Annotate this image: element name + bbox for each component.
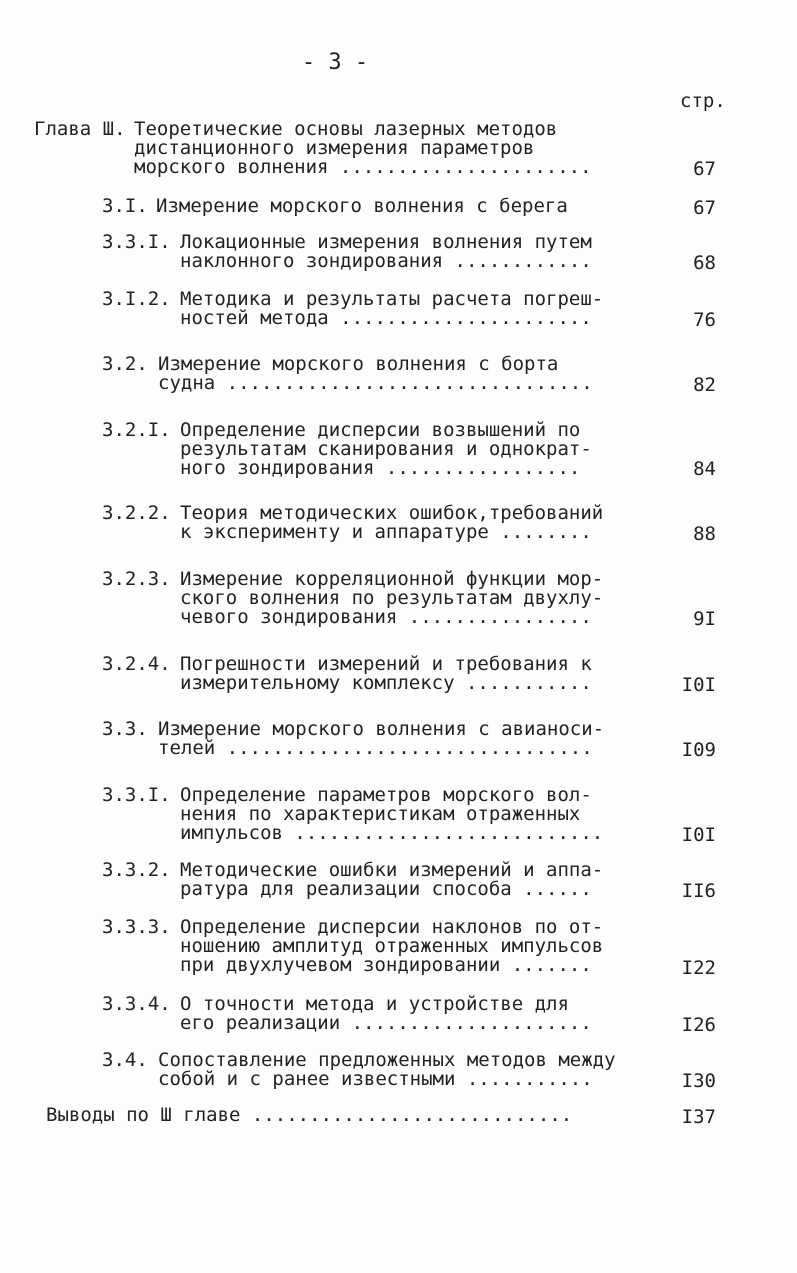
entry-page: 76 [693,309,716,331]
entry-number: 3.3.2. [102,859,171,881]
entry-page: I30 [681,1070,716,1092]
chapter-page: 67 [693,158,716,180]
entry-line: при двухлучевом зондировании ....... [180,954,592,976]
toc-conclusion [46,1104,573,1163]
entry-line: Определение дисперсии возвышений по [180,419,581,441]
entry-line: импульсов ........................... [180,822,604,844]
entry-number: 3.3.I. [102,784,171,806]
conclusion-label: Выводы по Ш главе ............................ [46,1104,573,1126]
entry-page: 82 [693,374,716,396]
entry-number: 3.3.I. [102,231,171,253]
entry-line: Измерение корреляционной функции мор- [180,568,604,590]
entry-line: Измерение морского волнения с борта [158,353,559,375]
entry-number: 3.2.I. [102,419,171,441]
entry-line: ностей метода ...................... [180,307,592,329]
entry-page: II6 [681,880,716,902]
entry-line: Определение дисперсии наклонов по от- [180,916,604,938]
entry-line: к эксперименту и аппаратуре ........ [180,521,592,543]
entry-number: 3.2. [102,353,148,375]
entry-line: Методика и результаты расчета погреш- [180,288,604,310]
page-number: - 3 - [301,50,369,75]
chapter-prefix: Глава Ш. [34,118,126,140]
entry-page: I22 [681,957,716,979]
entry-number: 3.3. [102,718,148,740]
chapter-line: морского волнения ...................... [134,156,592,178]
entry-page: 9I [693,608,716,630]
entry-page: I09 [681,739,716,761]
chapter-line: дистанционного измерения параметров [134,137,535,159]
entry-number: 3.I.2. [102,288,171,310]
entry-line: ратура для реализации способа ...... [180,878,592,900]
entry-number: 3.3.3. [102,916,171,938]
entry-page: 84 [693,458,716,480]
entry-line: Измерение морского волнения с авианоси- [158,718,605,740]
entry-page: I26 [681,1014,716,1036]
chapter-line: Теоретические основы лазерных методов [134,118,558,140]
entry-line: Теория методических ошибок,требований [180,502,604,524]
conclusion-page: I37 [681,1106,716,1128]
entry-line: нения по характеристикам отраженных [180,803,581,825]
entry-page: I0I [681,824,716,846]
entry-number: 3.2.2. [102,502,171,524]
entry-page: 68 [693,252,716,274]
entry-page: 67 [693,197,716,219]
entry-line: наклонного зондирования ............ [180,250,592,272]
entry-line: измерительному комплексу ........... [180,672,592,694]
entry-page: I0I [681,674,716,696]
entry-line: Определение параметров морского вол- [180,784,592,806]
entry-line: собой и с ранее известными ........... [158,1068,593,1090]
entry-line: Методические ошибки измерений и аппа- [180,859,604,881]
entry-page: 88 [693,523,716,545]
entry-line: его реализации ..................... [180,1012,592,1034]
entry-line: телей ................................ [158,737,593,759]
entry-line: результатам сканирования и однократ- [180,438,592,460]
entry-number: 3.2.4. [102,653,171,675]
entry-line: Локационные измерения волнения путем [180,231,592,253]
entry-line: О точности метода и устройстве для [180,993,569,1015]
page-column-label: стр. [680,90,726,112]
entry-number: 3.3.4. [102,993,171,1015]
entry-number: 3.4. [102,1049,148,1071]
entry-line: Сопоставление предложенных методов между [158,1049,616,1071]
entry-number: 3.I. [102,195,148,217]
entry-line: чевого зондирования ................ [180,606,592,628]
entry-line: судна ................................ [158,372,593,394]
entry-line: ношению амплитуд отраженных импульсов [180,935,604,957]
entry-line: ского волнения по результатам двухлу- [180,587,604,609]
entry-line: ного зондирования ................. [180,457,581,479]
entry-line: Измерение морского волнения с берега [156,195,568,217]
entry-number: 3.2.3. [102,568,171,590]
entry-line: Погрешности измерений и требования к [180,653,592,675]
